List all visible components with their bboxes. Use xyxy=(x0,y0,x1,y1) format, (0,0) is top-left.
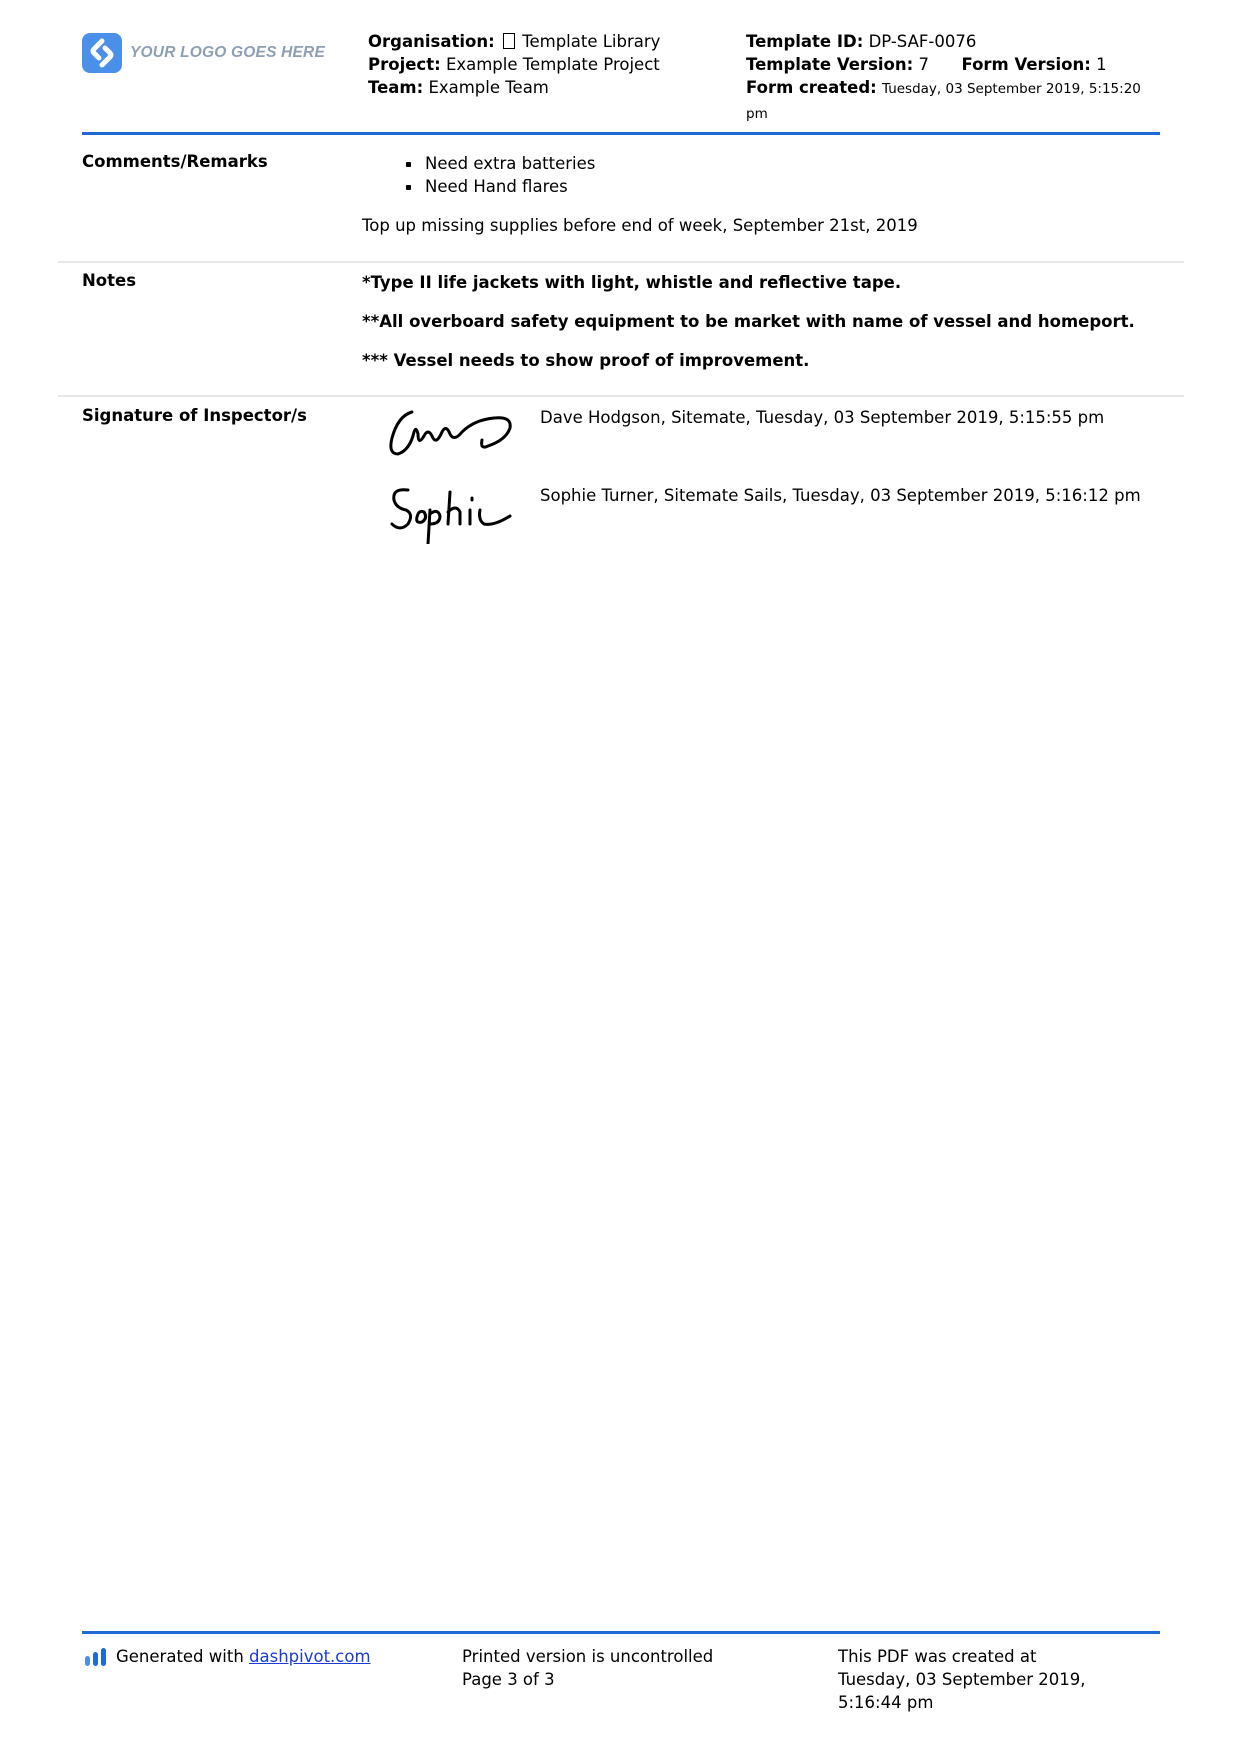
team-value: Example Team xyxy=(428,78,549,97)
notes-body xyxy=(362,271,1222,388)
project-label: Project: xyxy=(368,55,441,74)
template-version-label: Template Version: xyxy=(746,55,914,74)
form-created-line xyxy=(746,76,1166,126)
page-number: Page 3 of 3 xyxy=(462,1670,555,1689)
signature-entry xyxy=(362,406,1182,476)
generated-prefix: Generated with xyxy=(116,1647,250,1666)
section-divider xyxy=(58,395,1184,397)
form-created-value: Tuesday, 03 September 2019, 5:15:20 pm xyxy=(746,81,1141,122)
project-line xyxy=(368,53,728,76)
comments-body xyxy=(362,152,1162,237)
header-rule xyxy=(82,132,1160,135)
signature-entry xyxy=(362,484,1182,554)
template-id-value: DP-SAF-0076 xyxy=(868,32,977,51)
company-logo xyxy=(82,33,325,73)
footer-rule xyxy=(82,1631,1160,1634)
organisation-label: Organisation: xyxy=(368,32,495,51)
dashpivot-link[interactable]: dashpivot.com xyxy=(249,1647,371,1666)
version-line xyxy=(746,53,1166,76)
organisation-line xyxy=(368,30,728,53)
comments-item: Need Hand flares xyxy=(362,175,1162,198)
team-line xyxy=(368,76,728,99)
logo-text: YOUR LOGO GOES HERE xyxy=(130,44,325,61)
signature-details: Sophie Turner, Sitemate Sails, Tuesday, 03 September 2019, 5:16:12 pm xyxy=(540,486,1141,505)
notes-section xyxy=(58,271,1184,391)
uncontrolled-notice: Printed version is uncontrolled xyxy=(462,1647,714,1666)
template-id-line xyxy=(746,30,1166,53)
form-version-value: 1 xyxy=(1096,55,1107,74)
team-label: Team: xyxy=(368,78,424,97)
template-version-value: 7 xyxy=(918,55,929,74)
dashpivot-icon xyxy=(84,1647,108,1667)
section-divider xyxy=(58,261,1184,263)
header-template-column xyxy=(746,30,1166,126)
template-id-label: Template ID: xyxy=(746,32,864,51)
footer-page-info xyxy=(462,1645,762,1691)
signatures-section xyxy=(58,406,1184,566)
comments-item: Need extra batteries xyxy=(362,152,1162,175)
comments-list xyxy=(362,152,1162,198)
organisation-icon xyxy=(503,33,515,49)
signature-image xyxy=(384,402,518,466)
logo-mark-icon xyxy=(82,33,122,73)
footer-generated xyxy=(84,1645,371,1668)
signature-image xyxy=(384,480,518,544)
comments-label: Comments/Remarks xyxy=(82,152,268,171)
signature-details: Dave Hodgson, Sitemate, Tuesday, 03 September 2019, 5:15:55 pm xyxy=(540,408,1105,427)
form-created-label: Form created: xyxy=(746,78,877,97)
note-line: *** Vessel needs to show proof of improvement. xyxy=(362,351,810,370)
comments-paragraph: Top up missing supplies before end of week, September 21st, 2019 xyxy=(362,216,918,235)
note-line: *Type II life jackets with light, whistle and reflective tape. xyxy=(362,273,902,292)
project-value: Example Template Project xyxy=(445,55,660,74)
created-line: Tuesday, 03 September 2019, xyxy=(838,1670,1086,1689)
signatures-label: Signature of Inspector/s xyxy=(82,406,307,425)
organisation-value: Template Library xyxy=(522,32,661,51)
document-header xyxy=(82,30,1160,134)
header-org-column xyxy=(368,30,728,99)
notes-label: Notes xyxy=(82,271,137,290)
form-version-label: Form Version: xyxy=(961,55,1091,74)
footer-created xyxy=(838,1645,1138,1714)
comments-section xyxy=(58,152,1184,262)
created-line: 5:16:44 pm xyxy=(838,1693,934,1712)
created-line: This PDF was created at xyxy=(838,1647,1037,1666)
note-line: **All overboard safety equipment to be market with name of vessel and homeport. xyxy=(362,312,1135,331)
